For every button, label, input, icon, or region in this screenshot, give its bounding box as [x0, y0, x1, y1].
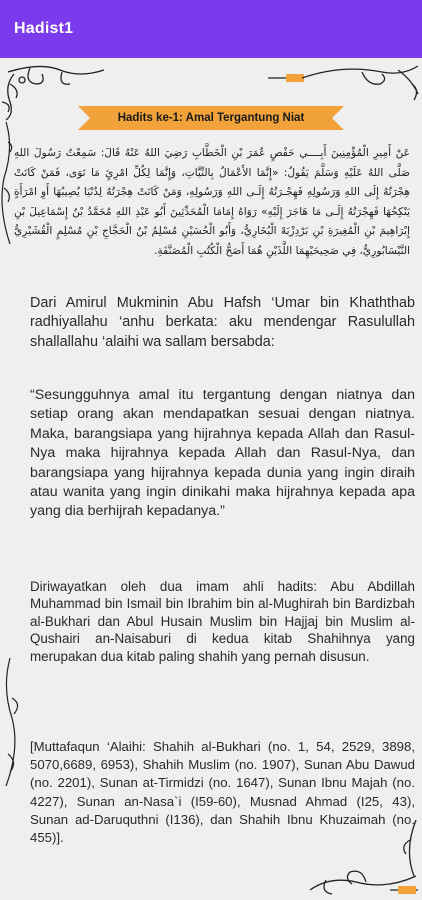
app-title: Hadist1 [14, 20, 74, 37]
app-bar [0, 0, 422, 58]
hadith-translation: “Sesungguhnya amal itu tergantung dengan niatnya dan setiap orang akan mendapatkan sesuai dengan niatnya. Maka, barangsiapa yang hijrahnya kepada Allah dan Rasul-Nya maka hijrahnya kepada Allah dan Rasul-Nya, dan barangsiapa yang hijrahnya kepada dunia yang ingin diraih atau wanita yang ingin dinikahi maka hijrahnya kepada apa yang dia berhijrah kepadanya.” [30, 387, 415, 520]
title-banner [78, 106, 344, 130]
narrators-paragraph: Diriwayatkan oleh dua imam ahli hadits: Abu Abdillah Muhammad bin Ismail bin Ibrahim bin al-Mughirah bin Bardizbah al-Bukhari dan Abul Husain Muslim bin Hajjaj bin Muslim al-Qushairi an-Naisaburi di kedua kitab Shahihnya yang merupakan dua kitab paling shahih yang pernah disusun. [30, 579, 415, 664]
references-paragraph: [Muttafaqun ‘Alaihi: Shahih al-Bukhari (no. 1, 54, 2529, 3898, 5070,6689, 6953), Shahih Muslim (no. 1907), Sunan Abu Dawud (no. 2201), Sunan at-Tirmidzi (no. 1647), Sunan Ibnu Majah (no. 4227), Sunan an-Nasa`i (I59-60), Musnad Ahmad (I25, 43), Sunan ad-Daruquthni (I136), dan Shahih Ibnu Khuzaimah (no. 455)]. [30, 739, 415, 846]
arabic-text: عَنْ أَمِيرِ الْمُؤْمِنِينَ أَبِــــي حَفْصٍ عُمَرَ بْنِ الْخَطَّابِ رَضِيَ اللهُ عَنْهُ قَالَ: سَمِعْتُ رَسُولَ اللهِ صَلَّى اللهُ عَلَيْهِ وَسَلَّمَ يَقُولُ: «إِنَّمَا الأَعْمَالُ بِالنِّيَّاتِ، وَإِنَّمَا لِكُلِّ امْرِئٍ مَا نَوَى، فَمَنْ كَانَتْ هِجْرَتُهُ إِلَى اللهِ وَرَسُولِهِ فَهِجْـرَتُهُ إِلَـى اللهِ وَرَسُولِهِ، وَمَنْ كَانَتْ هِجْرَتُهُ لِدُنْيَا يُصِيبُهَا أَوِ امْرَأَةٍ يَنْكِحُهَا فَهِجْرَتُهُ إِلَـى مَا هَاجَرَ إِلَيْهِ» رَوَاهُ إِمَامَا الْمُحَدِّثِينَ أَبُو عَبْدِ اللهِ مُحَمَّدُ بْنُ إِسْمَاعِيلَ بْنِ إِبْرَاهِيمَ بْنِ الْمُغِيرَةِ بْنِ بَرْدِزْبَهْ الْبُخَارِيُّ، وَأَبُو الْحُسَيْنِ مُسْلِمُ بْنُ الْحَجَّاجِ بْنِ مُسْلِمٍ الْقُشَيْرِيُّ النَّيْسَابُورِيُّ، فِي صَحِيحَيْهِمَا اللَّذَيْنِ هُمَا أَصَحُّ الْكُتُبِ الْمُصَنَّفَةِ. [14, 147, 410, 257]
hadith-page[interactable] [0, 58, 422, 900]
corner-ornament-bottom-left-icon [0, 658, 30, 788]
hadith-title: Hadits ke-1: Amal Tergantung Niat [117, 112, 305, 124]
corner-ornament-top-right-icon [262, 60, 422, 110]
narration-intro: Dari Amirul Mukminin Abu Hafsh ‘Umar bin Khaththab radhiyallahu ‘anhu berkata: aku mendengar Rasulullah shallallahu ‘alaihi wa sallam bersabda: [30, 295, 415, 350]
